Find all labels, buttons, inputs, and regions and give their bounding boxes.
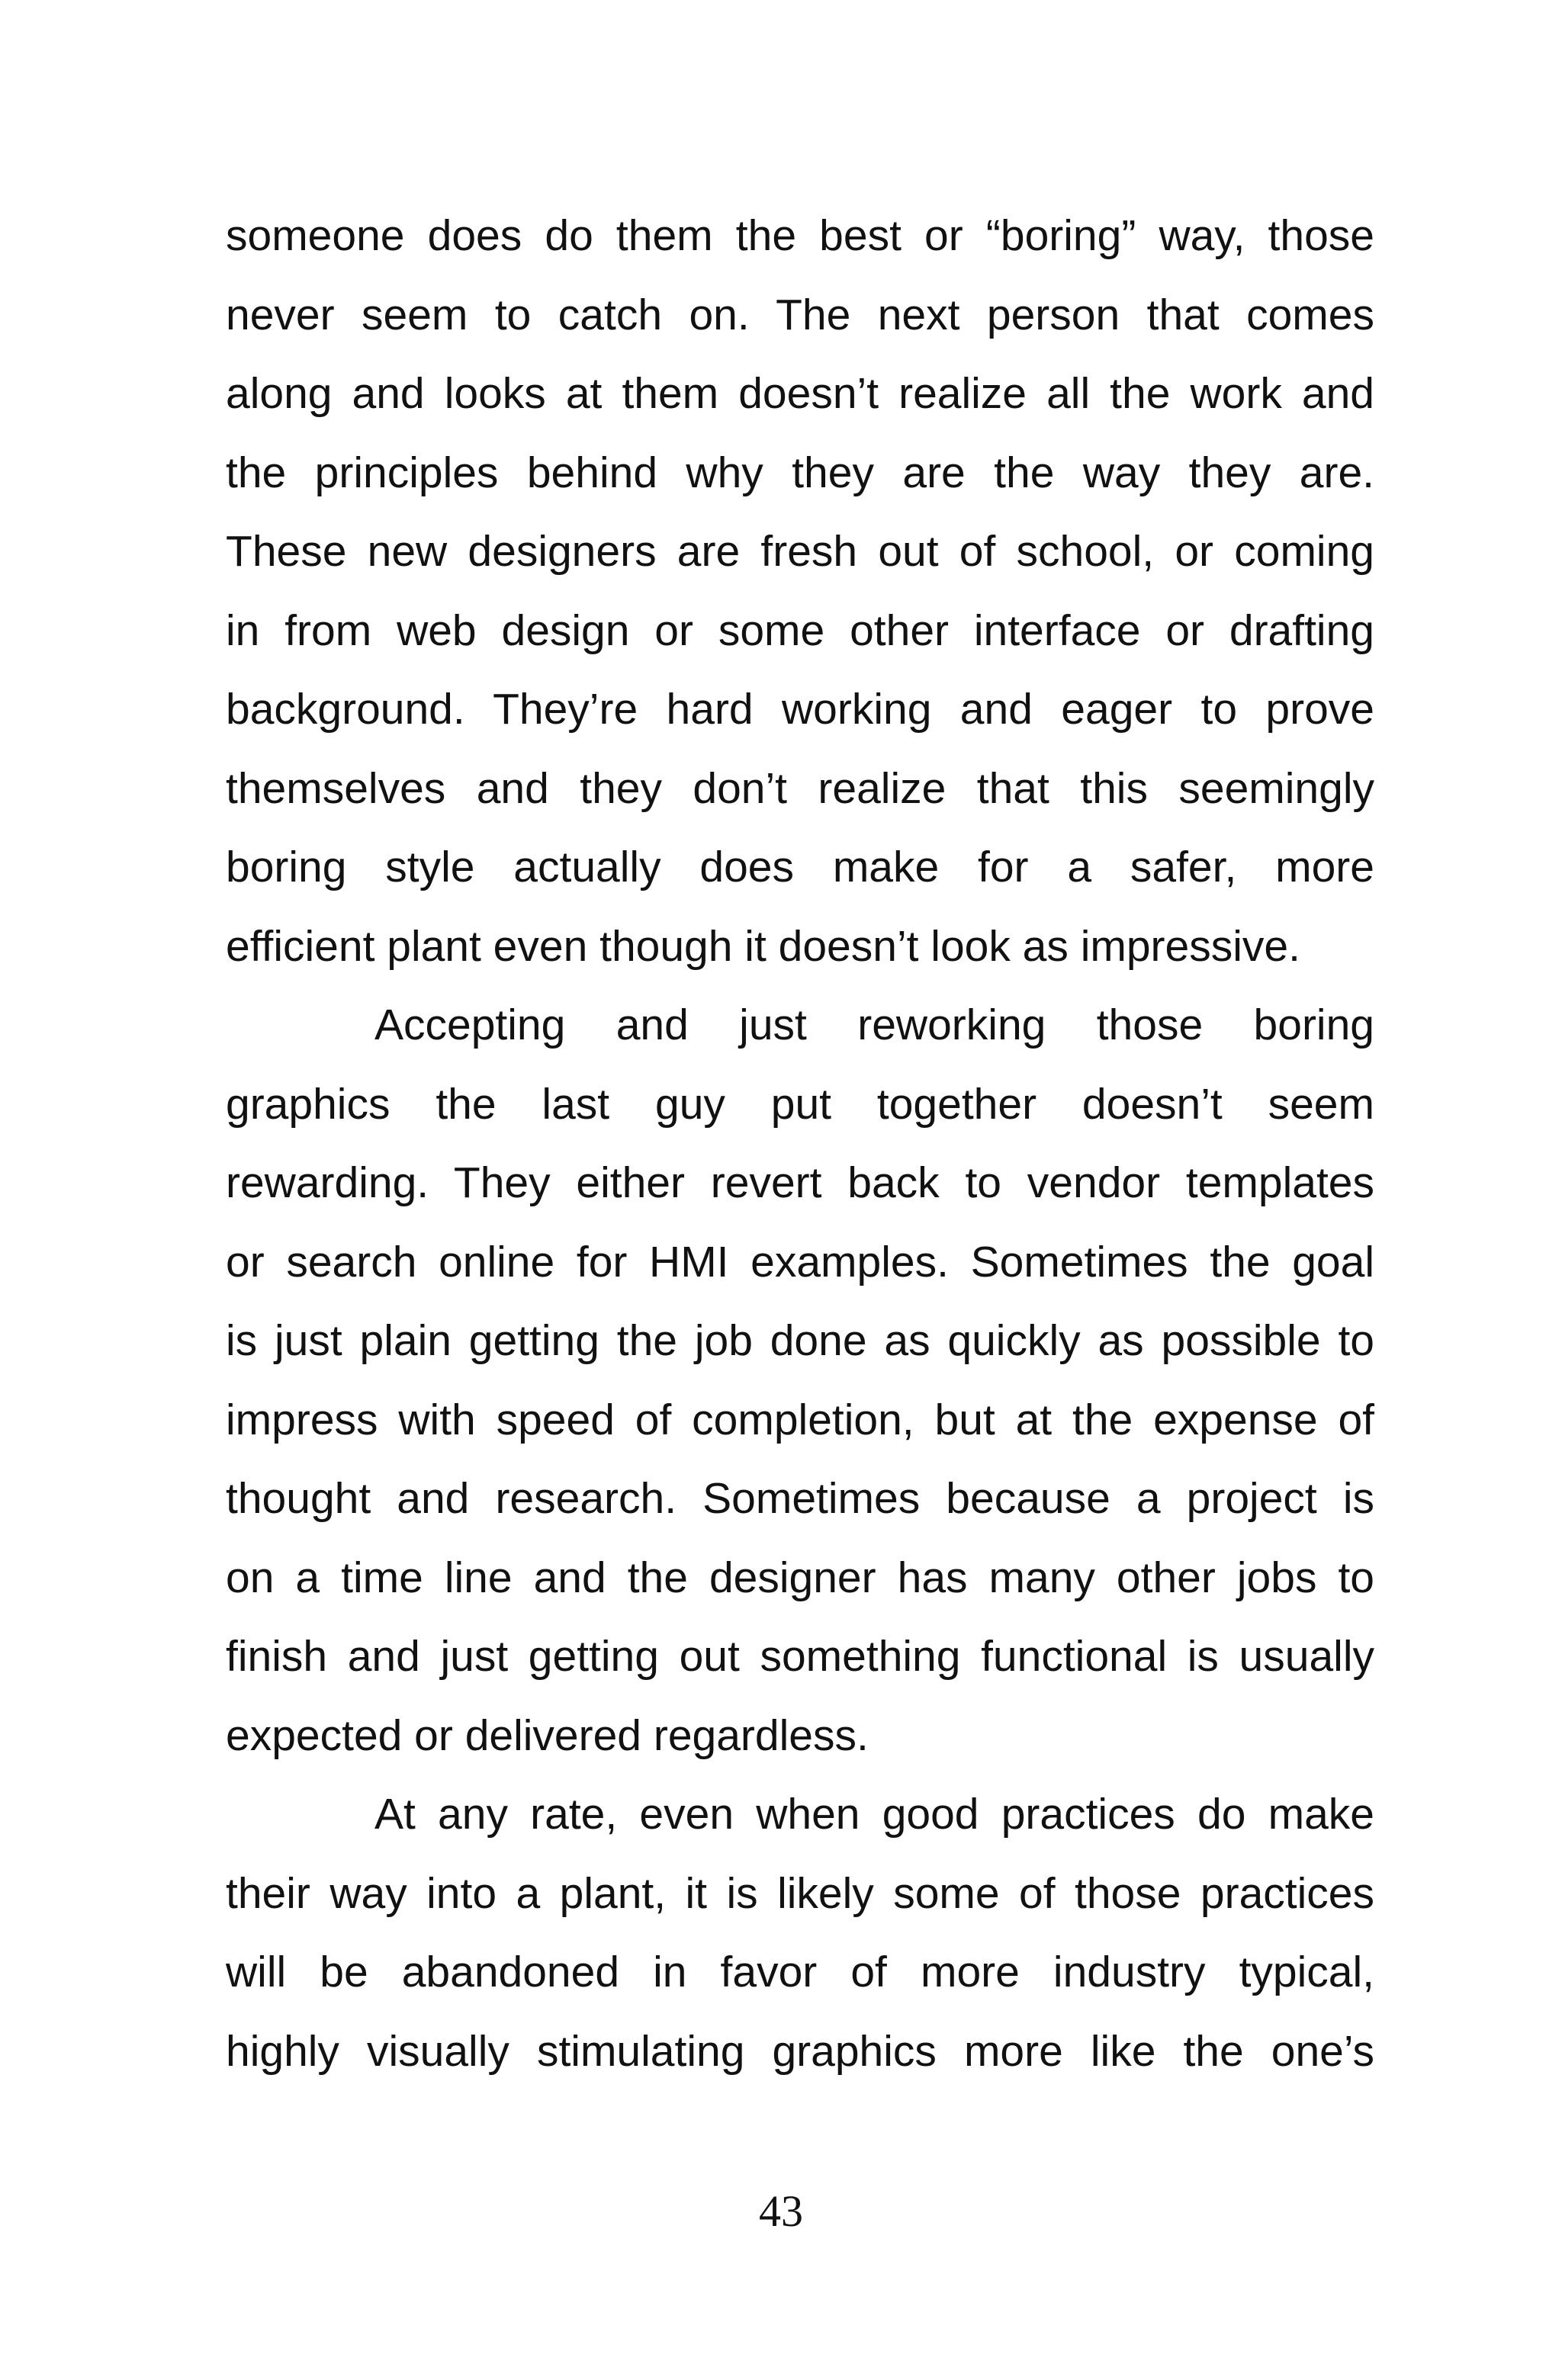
text-line: will be abandoned in favor of more industry typical, [226, 1948, 1374, 1996]
text-line: impress with speed of completion, but at the expense of [226, 1395, 1374, 1444]
text-line: background. They’re hard working and eager to prove [226, 685, 1374, 734]
text-line: themselves and they don’t realize that this seemingly [226, 763, 1374, 813]
text-line: along and looks at them doesn’t realize all the work and [226, 369, 1374, 418]
text-line: rewarding. They either revert back to vendor templates [226, 1158, 1374, 1207]
text-line: never seem to catch on. The next person that comes [226, 290, 1374, 339]
text-line: These new designers are fresh out of school, or coming [226, 527, 1374, 576]
paragraph-1 [226, 197, 1374, 986]
text-line: the principles behind why they are the way they are. [226, 448, 1374, 497]
text-line: on a time line and the designer has many other jobs to [226, 1553, 1374, 1602]
text-line: efficient plant even though it doesn’t look as impressive. [226, 921, 1300, 971]
text-line: graphics the last guy put together doesn’t seem [226, 1079, 1374, 1129]
page-number: 43 [759, 2186, 803, 2236]
text-line: in from web design or some other interface or drafting [226, 605, 1374, 655]
paragraph-3 [226, 1775, 1374, 2091]
text-line: is just plain getting the job done as quickly as possible to [226, 1316, 1374, 1365]
text-line: their way into a plant, it is likely some of those practices [226, 1868, 1374, 1918]
text-line: expected or delivered regardless. [226, 1710, 869, 1760]
text-line: Accepting and just reworking those boring [374, 1000, 1374, 1049]
text-line: thought and research. Sometimes because a project is [226, 1474, 1374, 1523]
text-line: boring style actually does make for a safer, more [226, 843, 1374, 891]
paragraph-2 [226, 986, 1374, 1775]
body-text [226, 197, 1374, 2091]
text-line: At any rate, even when good practices do make [374, 1790, 1374, 1839]
text-line: highly visually stimulating graphics more like the one’s [226, 2026, 1374, 2076]
text-line: or search online for HMI examples. Sometimes the goal [226, 1237, 1374, 1286]
text-line: finish and just getting out something functional is usually [226, 1632, 1374, 1681]
text-line: someone does do them the best or “boring” way, those [226, 211, 1374, 260]
